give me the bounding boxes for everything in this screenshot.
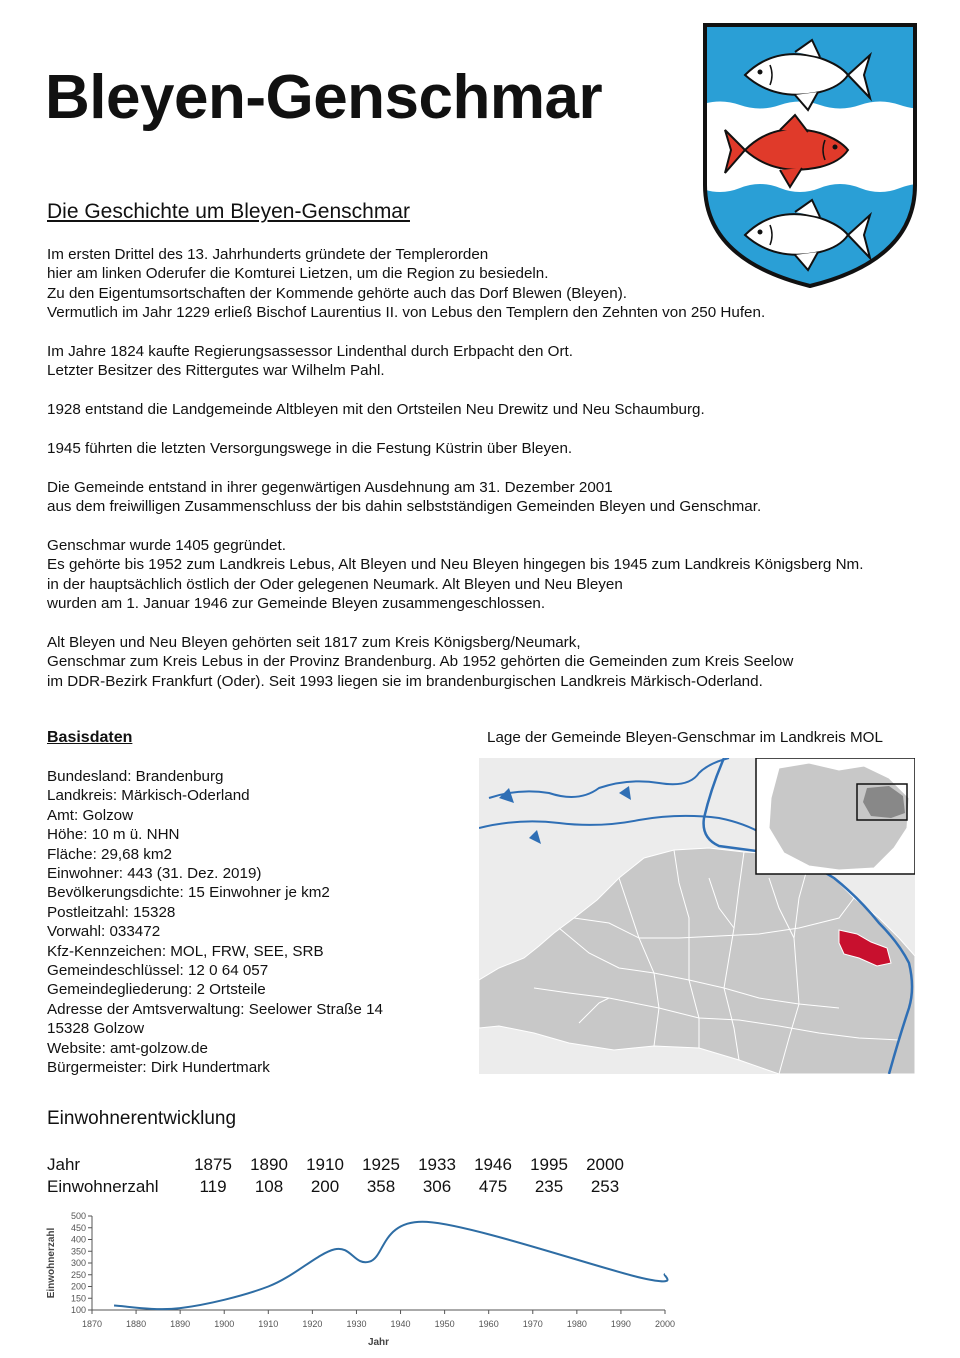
x-tick-label: 1920 [302,1319,323,1329]
history-line: Genschmar wurde 1405 gegründet. [47,537,286,555]
basis-data-list [47,767,383,1078]
x-axis-label: Jahr [367,1337,390,1348]
basis-row: Einwohner: 443 (31. Dez. 2019) [47,865,262,883]
x-tick-label: 1910 [258,1319,279,1329]
history-line: Vermutlich im Jahr 1229 erließ Bischof Laurentius II. von Lebus den Templern den Zehnten von 250 Hufen. [47,304,766,322]
y-tick-label: 150 [70,1293,86,1304]
basis-row: Landkreis: Märkisch-Oderland [47,787,250,805]
count-label: Einwohnerzahl [47,1177,159,1196]
history-heading: Die Geschichte um Bleyen-Genschmar [47,200,410,223]
history-paragraph [47,478,937,517]
year-label: Jahr [47,1155,81,1174]
history-paragraph [47,342,937,381]
population-table [47,1154,633,1198]
y-tick-label: 500 [70,1211,86,1221]
history-line: Die Gemeinde entstand in ihrer gegenwärtigen Ausdehnung am 31. Dezember 2001 [47,478,613,496]
table-row [47,1176,633,1198]
y-tick-label: 450 [70,1222,86,1233]
basis-heading: Basisdaten [47,729,133,746]
history-line: Letzter Besitzer des Rittergutes war Wilhelm Pahl. [47,362,385,380]
history-line: Im Jahre 1824 kaufte Regierungsassessor Lindenthal durch Erbpacht den Ort. [47,343,573,361]
year-cell: 1995 [530,1155,568,1174]
year-cell: 1925 [362,1155,400,1174]
basis-row: Bürgermeister: Dirk Hundertmark [47,1059,270,1077]
x-tick-label: 1870 [81,1319,103,1329]
history-paragraph [47,245,937,323]
history-line: hier am linken Oderufer die Komturei Lietzen, um die Region zu besiedeln. [47,265,549,283]
history-line: im DDR-Bezirk Frankfurt (Oder). Seit 1993 liegen sie im brandenburgischen Landkreis Märkisch-Oderland. [47,672,763,690]
y-tick-label: 100 [70,1305,86,1315]
basis-row: Vorwahl: 033472 [47,923,161,941]
history-paragraph [47,536,937,614]
history-line: Genschmar zum Kreis Lebus in der Provinz Brandenburg. Ab 1952 gehörten die Gemeinden zum Kreis Seelow [47,653,794,671]
basis-row: Höhe: 10 m ü. NHN [47,826,180,844]
x-tick-label: 1950 [434,1319,455,1329]
year-cell: 1910 [306,1155,344,1174]
x-tick-label: 1930 [346,1319,367,1329]
x-tick-label: 1940 [390,1319,411,1329]
y-tick-label: 200 [70,1281,86,1292]
year-cell: 1875 [194,1155,232,1174]
map-caption: Lage der Gemeinde Bleyen-Genschmar im Landkreis MOL [487,729,883,746]
basis-row: Kfz-Kennzeichen: MOL, FRW, SEE, SRB [47,942,324,960]
history-paragraph [47,633,937,691]
page-title: Bleyen-Genschmar [45,63,603,132]
basis-row[interactable]: Website: amt-golzow.de [47,1039,208,1057]
y-axis-label: Einwohnerzahl [46,1227,57,1299]
history-line: Alt Bleyen und Neu Bleyen gehörten seit 1817 zum Kreis Königsberg/Neumark, [47,634,581,652]
history-line: wurden am 1. Januar 1946 zur Gemeinde Bleyen zusammengeschlossen. [47,595,546,613]
history-line: Es gehörte bis 1952 zum Landkreis Lebus, Alt Bleyen und Neu Bleyen hingegen bis 1945 zum Landkreis Königsberg Nm. [47,556,864,574]
population-chart [40,1208,690,1350]
basis-row: 15328 Golzow [47,1020,145,1038]
basis-row: Gemeindeschlüssel: 12 0 64 057 [47,962,269,980]
x-tick-label: 1960 [478,1319,499,1329]
history-text [47,245,937,711]
x-tick-label: 1970 [522,1319,543,1329]
y-tick-label: 250 [70,1269,86,1280]
overview-inset [756,758,915,874]
x-tick-label: 2000 [654,1319,676,1329]
basis-row: Bundesland: Brandenburg [47,768,224,785]
x-tick-label: 1980 [566,1319,587,1329]
basis-row: Gemeindegliederung: 2 Ortsteile [47,981,266,999]
basis-row: Amt: Golzow [47,806,134,824]
history-line: Zu den Eigentumsortschaften der Kommende gehörte auch das Dorf Blewen (Bleyen). [47,284,627,302]
x-tick-label: 1880 [126,1319,147,1329]
y-tick-label: 350 [70,1246,86,1257]
year-cell: 2000 [586,1155,624,1174]
y-tick-label: 300 [70,1258,86,1268]
count-cell: 306 [422,1177,452,1196]
count-cell: 108 [254,1177,284,1196]
count-cell: 253 [590,1177,620,1196]
history-paragraph [47,400,937,419]
history-line: 1928 entstand die Landgemeinde Altbleyen mit den Ortsteilen Neu Drewitz und Neu Schaumburg. [47,401,705,419]
count-cell: 475 [478,1177,508,1196]
count-cell: 200 [310,1177,340,1196]
year-cell: 1933 [418,1155,456,1174]
history-line: 1945 führten die letzten Versorgungswege in die Festung Küstrin über Bleyen. [47,440,573,458]
history-line: in der hauptsächlich östlich der Oder gelegenen Neumark. Alt Bleyen und Neu Bleyen [47,575,623,593]
population-heading: Einwohnerentwicklung [47,1108,237,1129]
basis-row: Fläche: 29,68 km2 [47,845,172,863]
history-paragraph [47,439,937,458]
count-cell: 358 [366,1177,396,1196]
basis-row: Adresse der Amtsverwaltung: Seelower Straße 14 [47,1000,383,1018]
population-line [114,1222,667,1309]
history-line: aus dem freiwilligen Zusammenschluss der bis dahin selbstständigen Gemeinden Bleyen und Genschmar. [47,498,762,516]
history-line: Im ersten Drittel des 13. Jahrhunderts gründete der Templerorden [47,246,489,263]
x-tick-label: 1890 [170,1319,191,1329]
location-map [479,758,915,1074]
x-tick-label: 1900 [214,1319,235,1329]
x-tick-label: 1990 [610,1319,631,1329]
year-cell: 1946 [474,1155,512,1174]
basis-row: Postleitzahl: 15328 [47,903,176,921]
year-cell: 1890 [250,1155,288,1174]
count-cell: 235 [534,1177,564,1196]
count-cell: 119 [199,1177,227,1196]
y-tick-label: 400 [70,1234,86,1245]
table-row [47,1154,633,1176]
basis-row: Bevölkerungsdichte: 15 Einwohner je km2 [47,884,330,902]
